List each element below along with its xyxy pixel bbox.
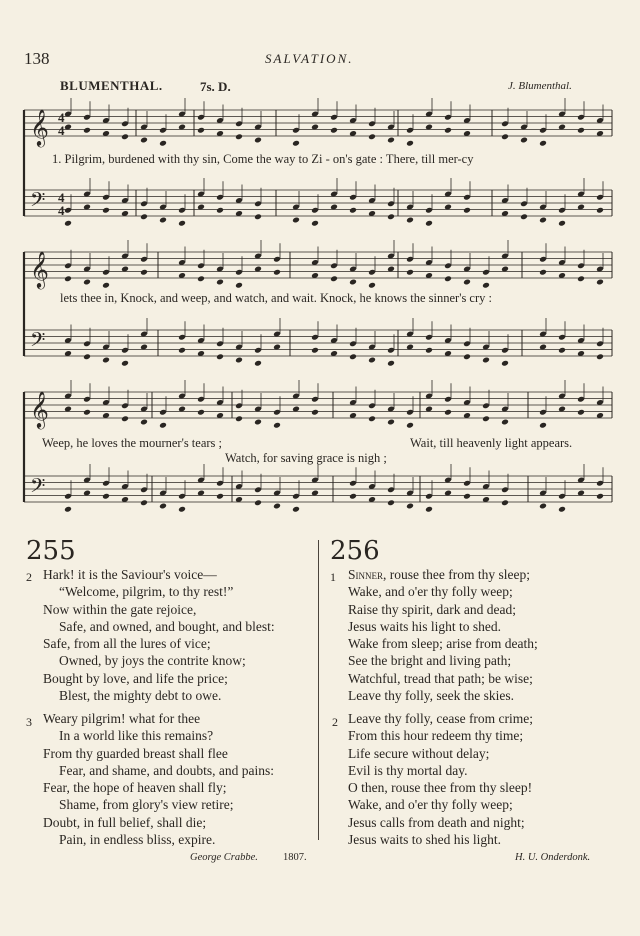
note-head	[368, 133, 376, 140]
stanza-line: Raise thy spirit, dark and dead;	[348, 601, 516, 617]
note-head	[235, 133, 243, 140]
note-head	[197, 127, 205, 134]
note-head	[558, 220, 566, 227]
note-head	[83, 353, 91, 360]
note-head	[577, 409, 585, 416]
note-head	[539, 422, 547, 429]
stanza-line: Wake, and o'er thy folly weep;	[348, 584, 513, 600]
note-head	[64, 275, 72, 282]
note-head	[577, 275, 585, 282]
note-head	[83, 409, 91, 416]
stanza-line: O then, rouse thee from thy sleep!	[348, 780, 533, 796]
note-head	[235, 282, 243, 289]
stanza-line: From thy guarded breast shall flee	[43, 745, 228, 761]
tune-name: BLUMENTHAL.	[60, 78, 163, 93]
stanza-line: Now within the gate rejoice,	[43, 601, 197, 617]
note-head	[387, 360, 395, 367]
note-head	[254, 360, 262, 367]
note-head	[216, 493, 224, 500]
note-head	[387, 137, 395, 144]
note-head	[83, 127, 91, 134]
note-head	[463, 353, 471, 360]
note-head	[368, 415, 376, 422]
time-signature: 4	[58, 203, 65, 218]
note-head	[368, 282, 376, 289]
note-head	[121, 415, 129, 422]
tune-meter: 7s. D.	[200, 79, 231, 94]
note-head	[596, 493, 604, 500]
note-head	[254, 137, 262, 144]
note-head	[292, 140, 300, 147]
note-head	[596, 279, 604, 286]
note-head	[463, 493, 471, 500]
hymn-256-stanza-2	[348, 710, 533, 848]
note-head	[178, 347, 186, 354]
stanza-line: Bought by love, and life the price;	[43, 670, 228, 686]
note-head	[387, 213, 395, 220]
note-head	[102, 207, 110, 214]
stanza-first-line	[348, 566, 538, 583]
note-head	[273, 422, 281, 429]
note-head	[539, 217, 547, 224]
note-head	[482, 282, 490, 289]
lyric-line-3c: Watch, for saving grace is nigh ;	[225, 451, 387, 465]
note-head	[368, 357, 376, 364]
stanza-line: Evil is thy mortal day.	[348, 762, 468, 778]
note-head	[64, 506, 72, 513]
stanza-line: Safe, and owned, and bought, and blest:	[59, 618, 275, 634]
lyric-line-2: lets thee in, Knock, and weep, and watch, and wait. Knock, he knows the sinner's cry :	[60, 291, 492, 305]
note-head	[501, 499, 509, 506]
lyric-line-3a: Weep, he loves the mourner's tears ;	[42, 436, 223, 450]
stanza-line: Safe, from all the lures of vice;	[43, 636, 211, 652]
note-head	[330, 275, 338, 282]
note-head	[159, 503, 167, 510]
note-head	[83, 279, 91, 286]
note-head	[501, 133, 509, 140]
note-head	[425, 220, 433, 227]
note-head	[254, 419, 262, 426]
note-head	[178, 220, 186, 227]
note-head	[558, 347, 566, 354]
note-head	[311, 347, 319, 354]
note-head	[558, 506, 566, 513]
bass-clef-icon: 𝄢	[30, 474, 46, 502]
note-head	[482, 415, 490, 422]
hymn-255-stanza-2	[43, 566, 275, 704]
note-head	[254, 213, 262, 220]
time-signature: 4	[58, 110, 65, 125]
note-head	[444, 409, 452, 416]
note-head	[254, 499, 262, 506]
note-head	[596, 353, 604, 360]
note-head	[235, 415, 243, 422]
note-head	[425, 347, 433, 354]
stanza-line: Wake, and o'er thy folly weep;	[348, 797, 513, 813]
note-head	[349, 207, 357, 214]
stanza-line: Blest, the mighty debt to owe.	[59, 688, 222, 704]
note-head	[444, 127, 452, 134]
note-head	[273, 503, 281, 510]
note-head	[216, 353, 224, 360]
hymn-256-verse-1-number: 1	[330, 570, 336, 584]
note-head	[539, 269, 547, 276]
note-head	[596, 207, 604, 214]
stanza-first-line-rest: rouse thee from thy sleep;	[386, 567, 530, 582]
note-head	[140, 213, 148, 220]
treble-clef-icon: 𝄞	[30, 108, 49, 146]
note-head	[159, 422, 167, 429]
note-head	[349, 353, 357, 360]
note-head	[577, 127, 585, 134]
tune-composer: J. Blumenthal.	[508, 80, 572, 92]
hymn-255-stanza-3	[43, 710, 274, 848]
note-head	[330, 127, 338, 134]
bass-clef-icon: 𝄢	[30, 188, 46, 216]
stanza-line: Life secure without delay;	[348, 745, 490, 761]
hymn-255-number: 255	[26, 536, 76, 566]
note-head	[140, 269, 148, 276]
running-head: SALVATION.	[265, 51, 354, 66]
note-head	[463, 207, 471, 214]
column-divider	[318, 540, 319, 840]
note-head	[140, 419, 148, 426]
stanza-line: Pain, in endless bliss, expire.	[59, 832, 216, 848]
hymn-255-verse-3-number: 3	[26, 715, 32, 729]
note-head	[311, 220, 319, 227]
note-head	[539, 140, 547, 147]
note-head	[216, 279, 224, 286]
hymn-255-year: 1807.	[283, 852, 307, 863]
hymn-256-author: H. U. Onderdonk.	[515, 852, 591, 863]
note-head	[520, 213, 528, 220]
note-head	[235, 357, 243, 364]
note-head	[140, 137, 148, 144]
note-head	[349, 493, 357, 500]
stanza-line: Hark! it is the Saviour's voice—	[43, 567, 217, 582]
note-head	[444, 275, 452, 282]
note-head	[387, 499, 395, 506]
stanza-line: In a world like this remains?	[59, 728, 214, 744]
stanza-line: “Welcome, pilgrim, to thy rest!”	[59, 584, 234, 600]
stanza-line: Fear, the hope of heaven shall fly;	[43, 780, 227, 796]
stanza-line: Leave thy folly, cease from crime;	[348, 711, 534, 726]
note-head	[216, 207, 224, 214]
hymn-255-verse-2-number: 2	[26, 570, 32, 584]
hymn-256-verse-2-number: 2	[332, 715, 338, 729]
stanza-line: Watchful, tread that path; be wise;	[348, 670, 533, 686]
note-head	[501, 419, 509, 426]
stanza-line: Wake from sleep; arise from death;	[348, 636, 538, 652]
note-head	[292, 506, 300, 513]
note-head	[406, 217, 414, 224]
page-number: 138	[24, 49, 50, 68]
hymn-256-stanza-1	[348, 566, 538, 704]
note-head	[539, 503, 547, 510]
note-head	[140, 499, 148, 506]
stanza-line: Jesus calls from death and night;	[348, 814, 525, 830]
note-head	[273, 269, 281, 276]
note-head	[406, 269, 414, 276]
note-head	[197, 409, 205, 416]
stanza-line: Leave thy folly, seek the skies.	[348, 688, 514, 704]
stanza-line: From this hour redeem thy time;	[348, 728, 524, 744]
treble-clef-icon: 𝄞	[30, 390, 49, 428]
note-head	[406, 422, 414, 429]
stanza-line: See the bright and living path;	[348, 653, 512, 669]
note-head	[501, 360, 509, 367]
stanza-line: Owned, by joys the contrite know;	[59, 653, 246, 669]
stanza-line: Doubt, in full belief, shall die;	[43, 814, 207, 830]
note-head	[102, 493, 110, 500]
note-head	[349, 279, 357, 286]
note-head	[463, 279, 471, 286]
stanza-line: Fear, and shame, and doubts, and pains:	[59, 762, 275, 778]
note-head	[482, 357, 490, 364]
stanza-line: Shame, from glory's view retire;	[59, 797, 234, 813]
lyric-line-3b: Wait, till heavenly light appears.	[410, 436, 573, 450]
note-head	[121, 133, 129, 140]
note-head	[197, 275, 205, 282]
note-head	[178, 506, 186, 513]
note-head	[159, 140, 167, 147]
bass-clef-icon: 𝄢	[30, 328, 46, 356]
time-signature: 4	[58, 123, 65, 138]
stanza-first-word: Sinner,	[348, 567, 387, 582]
note-head	[102, 357, 110, 364]
note-head	[520, 137, 528, 144]
note-head	[292, 217, 300, 224]
stanza-line: Jesus waits his light to shed.	[348, 618, 502, 634]
note-head	[121, 360, 129, 367]
stanza-line: Jesus waits to shed his light.	[348, 832, 502, 848]
treble-clef-icon: 𝄞	[30, 250, 49, 288]
hymn-255-author: George Crabbe.	[190, 852, 258, 863]
note-head	[102, 282, 110, 289]
lyric-line-1: 1. Pilgrim, burdened with thy sin, Come the way to Zi - on's gate : There, till mer-cy	[52, 152, 474, 166]
note-head	[406, 140, 414, 147]
note-head	[406, 503, 414, 510]
stanza-line: Weary pilgrim! what for thee	[43, 711, 201, 726]
note-head	[311, 409, 319, 416]
note-head	[159, 217, 167, 224]
note-head	[64, 220, 72, 227]
time-signature: 4	[58, 190, 65, 205]
note-head	[387, 419, 395, 426]
note-head	[425, 506, 433, 513]
hymn-256-number: 256	[330, 536, 380, 566]
